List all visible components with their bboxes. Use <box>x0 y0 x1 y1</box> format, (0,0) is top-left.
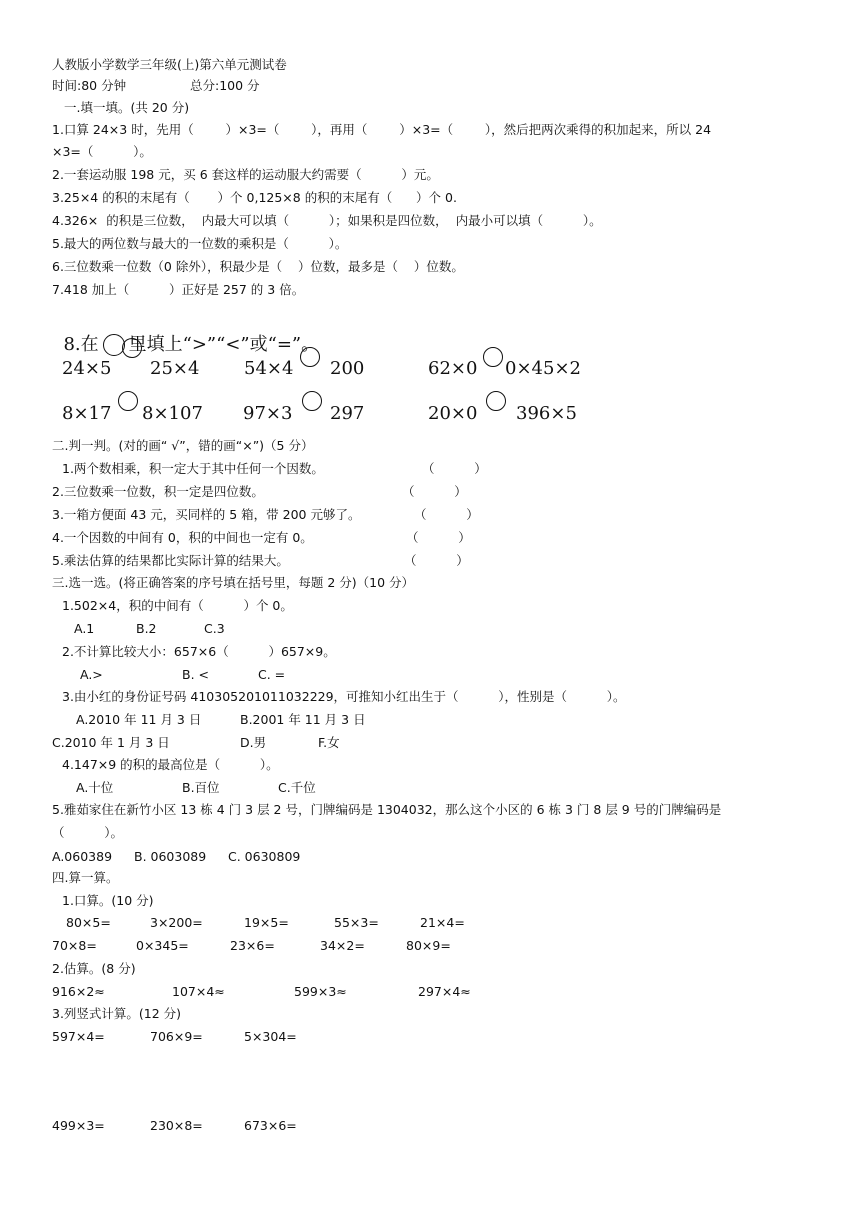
oral-calc-item: 21×4= <box>420 915 465 930</box>
oral-calc-item: 80×9= <box>406 938 451 953</box>
compare-r1-f: 0×45×2 <box>505 358 581 379</box>
choice-q4-option-b: B.百位 <box>182 780 220 795</box>
section-4-heading: 四.算一算。 <box>52 870 119 885</box>
choice-q3: 3.由小红的身份证号码 410305201011032229，可推知小红出生于（ ），性别是（ ）。 <box>62 689 626 704</box>
choice-q3-option-c: C.2010 年 1 月 3 日 <box>52 735 170 750</box>
oral-calc-item: 19×5= <box>244 915 289 930</box>
s1-q8-suffix: 里填上“>”“<”或“=”。 <box>128 334 320 355</box>
s1-q8-prefix: 8.在 <box>63 334 99 355</box>
compare-circle-icon[interactable] <box>302 391 322 411</box>
judge-answer-paren[interactable]: （ ） <box>404 553 469 568</box>
choice-q1-option-b: B.2 <box>136 621 157 636</box>
choice-q3-option-a: A.2010 年 11 月 3 日 <box>76 712 202 727</box>
oral-calc-item: 55×3= <box>334 915 379 930</box>
judge-item: 3.一箱方便面 43 元，买同样的 5 箱，带 200 元够了。 <box>52 507 361 522</box>
vertical-calc-item: 5×304= <box>244 1029 297 1044</box>
compare-r1-d: 200 <box>330 358 365 379</box>
choice-q3-option-d: D.男 <box>240 735 267 750</box>
estimate-item: 599×3≈ <box>294 984 347 999</box>
judge-item: 4.一个因数的中间有 0，积的中间也一定有 0。 <box>52 530 313 545</box>
compare-r2-e: 20×0 <box>428 403 478 424</box>
vertical-calc-item: 706×9= <box>150 1029 203 1044</box>
choice-q3-option-b: B.2001 年 11 月 3 日 <box>240 712 366 727</box>
s1-q6: 6.三位数乘一位数（0 除外），积最少是（ ）位数，最多是（ ）位数。 <box>52 259 464 274</box>
choice-q4-option-a: A.十位 <box>76 780 114 795</box>
calc-part2-heading: 2.估算。(8 分) <box>52 961 136 976</box>
vertical-calc-item: 499×3= <box>52 1118 105 1133</box>
vertical-calc-item: 230×8= <box>150 1118 203 1133</box>
judge-item: 5.乘法估算的结果都比实际计算的结果大。 <box>52 553 289 568</box>
section-1-heading: 一.填一填。(共 20 分) <box>64 100 190 115</box>
s1-q1-line2: ×3=（ ）。 <box>52 144 152 159</box>
oral-calc-item: 23×6= <box>230 938 275 953</box>
oral-calc-item: 80×5= <box>66 915 111 930</box>
compare-r1-b: 25×4 <box>150 358 200 379</box>
compare-circle-icon[interactable] <box>486 391 506 411</box>
choice-q1-option-a: A.1 <box>74 621 95 636</box>
estimate-item: 107×4≈ <box>172 984 225 999</box>
doc-title: 人教版小学数学三年级(上)第六单元测试卷 <box>52 57 287 72</box>
compare-circle-icon[interactable] <box>300 347 320 367</box>
s1-q5: 5.最大的两位数与最大的一位数的乘积是（ ）。 <box>52 236 348 251</box>
compare-circle-icon[interactable] <box>122 338 142 358</box>
choice-q1: 1.502×4，积的中间有（ ）个 0。 <box>62 598 293 613</box>
choice-q3-option-f: F.女 <box>318 735 340 750</box>
calc-part1-heading: 1.口算。(10 分) <box>62 893 154 908</box>
compare-r1-e: 62×0 <box>428 358 478 379</box>
choice-q1-option-c: C.3 <box>204 621 225 636</box>
oral-calc-item: 34×2= <box>320 938 365 953</box>
s1-q3: 3.25×4 的积的末尾有（ ）个 0,125×8 的积的末尾有（ ）个 0. <box>52 190 457 205</box>
judge-answer-paren[interactable]: （ ） <box>406 530 471 545</box>
choice-q5-option-b: B. 0603089 <box>134 849 207 864</box>
calc-part3-heading: 3.列竖式计算。(12 分) <box>52 1006 182 1021</box>
section-2-heading: 二.判一判。(对的画“ √”，错的画“×”)（5 分） <box>52 438 314 453</box>
choice-q4-option-c: C.千位 <box>278 780 316 795</box>
compare-r1-c: 54×4 <box>244 358 294 379</box>
judge-answer-paren[interactable]: （ ） <box>422 461 487 476</box>
oral-calc-item: 3×200= <box>150 915 203 930</box>
s1-q8-instruction <box>52 312 319 356</box>
s1-q4: 4.326× 的积是三位数， 内最大可以填（ ）；如果积是四位数， 内最小可以填（ ）。 <box>52 213 602 228</box>
s1-q7: 7.418 加上（ ）正好是 257 的 3 倍。 <box>52 282 305 297</box>
choice-q2-option-a: A.> <box>80 667 103 682</box>
exam-time: 时间:80 分钟 <box>52 78 127 93</box>
compare-circle-icon[interactable] <box>118 391 138 411</box>
s1-q2: 2.一套运动服 198 元，买 6 套这样的运动服大约需要（ ）元。 <box>52 167 439 182</box>
choice-q2: 2.不计算比较大小：657×6（ ）657×9。 <box>62 644 336 659</box>
choice-q4: 4.147×9 的积的最高位是（ ）。 <box>62 757 279 772</box>
compare-circle-icon[interactable] <box>483 347 503 367</box>
oral-calc-item: 0×345= <box>136 938 189 953</box>
oral-calc-item: 70×8= <box>52 938 97 953</box>
compare-r2-a: 8×17 <box>62 403 112 424</box>
exam-total: 总分:100 分 <box>190 78 260 93</box>
compare-r2-c: 97×3 <box>243 403 293 424</box>
choice-q2-option-c: C. = <box>258 667 286 682</box>
choice-q2-option-b: B. < <box>182 667 209 682</box>
estimate-item: 916×2≈ <box>52 984 105 999</box>
choice-q5-line2: （ ）。 <box>52 825 123 840</box>
estimate-item: 297×4≈ <box>418 984 471 999</box>
compare-r1-a: 24×5 <box>62 358 112 379</box>
compare-r2-f: 396×5 <box>516 403 577 424</box>
judge-answer-paren[interactable]: （ ） <box>402 484 467 499</box>
compare-r2-d: 297 <box>330 403 365 424</box>
judge-answer-paren[interactable]: （ ） <box>414 507 479 522</box>
judge-item: 2.三位数乘一位数，积一定是四位数。 <box>52 484 264 499</box>
vertical-calc-item: 597×4= <box>52 1029 105 1044</box>
section-3-heading: 三.选一选。(将正确答案的序号填在括号里，每题 2 分)（10 分） <box>52 575 415 590</box>
judge-item: 1.两个数相乘，积一定大于其中任何一个因数。 <box>62 461 324 476</box>
vertical-calc-item: 673×6= <box>244 1118 297 1133</box>
choice-q5-line1: 5.雅茹家住在新竹小区 13 栋 4 门 3 层 2 号，门牌编码是 1304032，那么这个小区的 6 栋 3 门 8 层 9 号的门牌编码是 <box>52 802 722 817</box>
s1-q1-line1: 1.口算 24×3 时，先用（ ）×3=（ ），再用（ ）×3=（ ），然后把两次乘得的积加起来，所以 24 <box>52 122 712 137</box>
choice-q5-option-a: A.060389 <box>52 849 113 864</box>
compare-r2-b: 8×107 <box>142 403 203 424</box>
choice-q5-option-c: C. 0630809 <box>228 849 301 864</box>
